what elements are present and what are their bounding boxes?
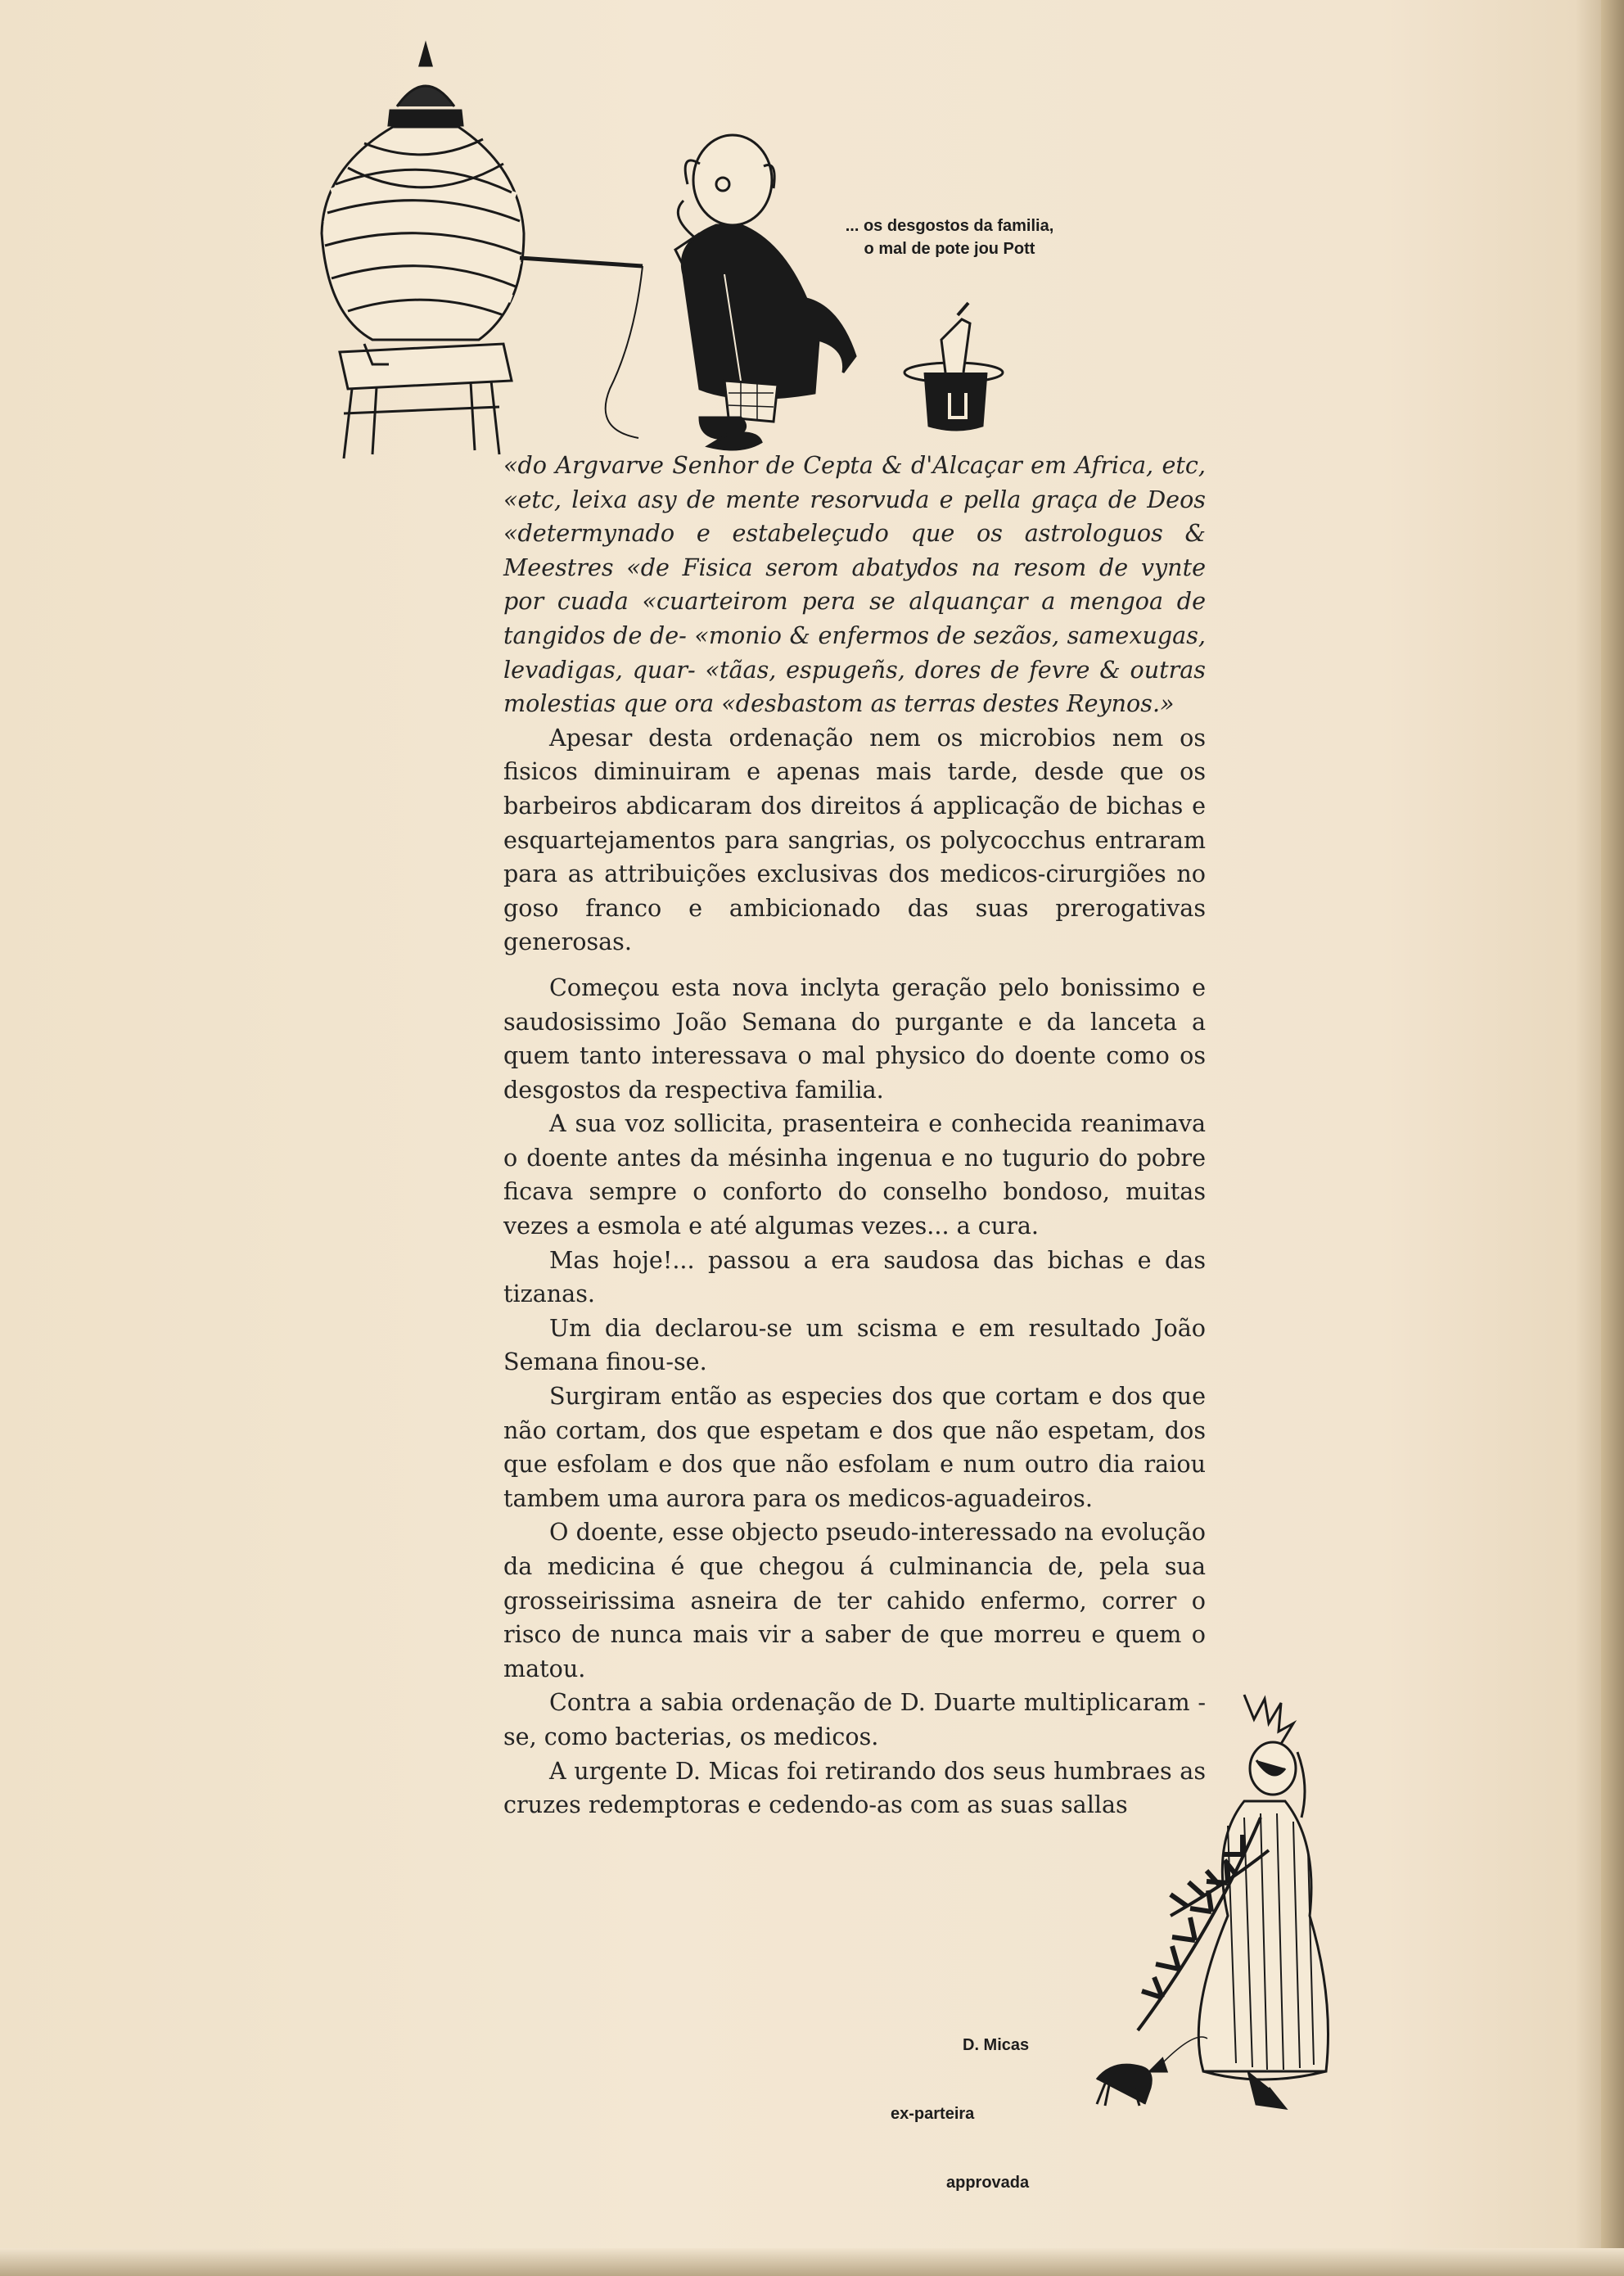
page-edge-bottom <box>0 2248 1624 2276</box>
paragraph: Mas hoje!... passou a era saudosa das bichas e das tizanas. <box>503 1245 1206 1308</box>
woman-drawing <box>1198 1695 1328 2108</box>
paragraph: Apesar desta ordenação nem os microbios nem os fisicos diminuiram e apenas mais tarde, desde que os barbeiros abdicaram dos direitos á applicação de bichas e esquartejamentos para sangrias, os polycocchus entraram para as attribuições exclusivas dos medicos-cirurgiões no goso franco e ambicionado das suas prerogativas generosas. <box>503 723 1206 956</box>
urn-drawing <box>322 45 524 364</box>
royal-decree-quote: «do Argvarve Senhor de Cepta & d'Alcaçar em Africa, etc, «etc, leixa asy de mente resorvuda e pella graça de Deos «determynado e estabeleçudo que os astrologuos & Meestres «de Fisica serom abatydos na resom de vynte por cuada «cuarteirom pera se alquançar a mengoa de tangidos de de- «monio & enfermos de sezãos, samexugas, levadigas, quar- «tãas, espugeñs, dores de fevre & outras molestias que ora «desbastom as terras destes Reynos.» <box>503 451 1206 718</box>
top-illustration-caption: ... os desgostos da familia, o mal de pote jou Pott <box>845 217 1054 258</box>
doctor-drawing <box>675 135 855 449</box>
top-hat-drawing <box>904 303 1003 430</box>
d-micas-illustration <box>1064 1687 1375 2112</box>
paragraph: A urgente D. Micas foi retirando dos seus humbraes as cruzes redemptoras e cedendo-as com as suas sallas <box>503 1756 1206 1819</box>
caption-line: approvada <box>946 2174 1030 2192</box>
stethoscope-tube <box>520 258 643 266</box>
paragraph: A sua voz sollicita, prasenteira e conhecida reanimava o doente antes da mésinha ingenua e no tugurio do pobre ficava sempre o conforto do conselho bondoso, muitas vezes a esmola e até algumas vezes... a cura. <box>503 1109 1206 1240</box>
small-dog-drawing <box>1097 2037 1207 2106</box>
paragraph: Um dia declarou-se um scisma e em resultado João Semana finou-se. <box>503 1313 1206 1376</box>
paragraph: O doente, esse objecto pseudo-interessado na evolução da medicina é que chegou á culminancia de, pela sua grosseirissima asneira de ter cahido enfermo, correr o risco de nunca mais vir a saber de que morreu e quem o matou. <box>503 1518 1206 1682</box>
page-edge-right <box>1601 0 1624 2276</box>
paragraph: Começou esta nova inclyta geração pelo bonissimo e saudosissimo João Semana do purgante e da lanceta a quem tanto interessava o mal physico do doente como os desgostos da respectiva familia. <box>503 973 1206 1104</box>
caption-line: D. Micas <box>963 2036 1030 2054</box>
paragraph: Contra a sabia ordenação de D. Duarte multiplicaram -se, como bacterias, os medicos. <box>503 1688 1206 1750</box>
article-text <box>503 449 1206 1822</box>
stool-drawing <box>340 344 512 458</box>
caption-line: ex-parteira <box>891 2105 975 2123</box>
paragraph: Surgiram então as especies dos que cortam e dos que não cortam, dos que espetam e dos que não espetam, dos que esfolam e dos que não esfolam e num outro dia raiou tambem uma aurora para os medicos-aguadeiros. <box>503 1382 1206 1512</box>
bottom-illustration-caption <box>891 1988 1062 2240</box>
